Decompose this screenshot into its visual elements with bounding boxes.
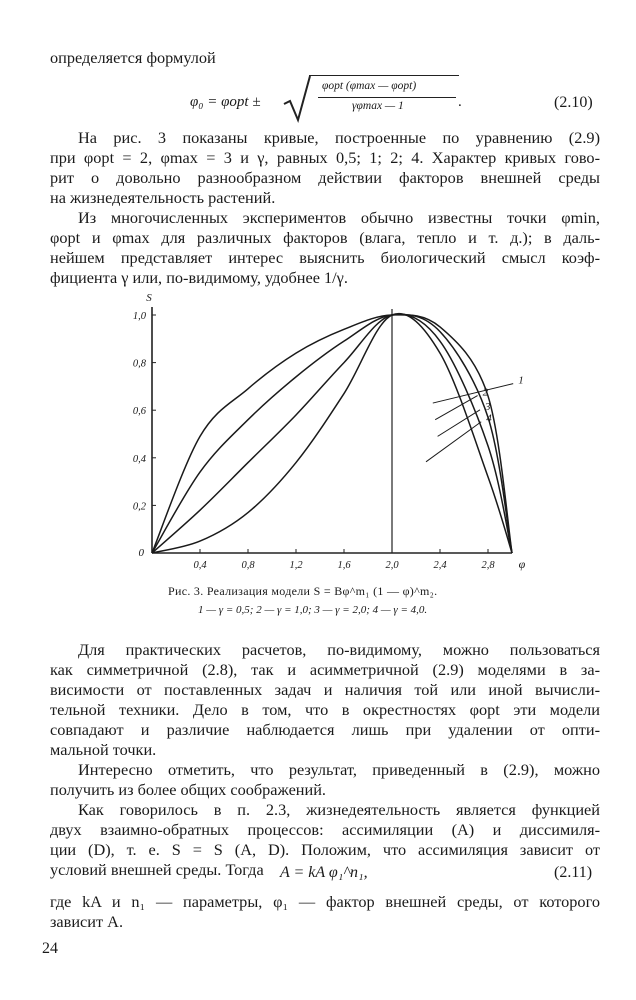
eq211-formula: A = kA φ₁^n₁, bbox=[280, 864, 368, 881]
para3-line: как симметричной (2.8), так и асимметричной (2.9) моделями в за- bbox=[50, 660, 600, 679]
series-leader-4 bbox=[426, 422, 481, 462]
figure-caption: Рис. 3. Реализация модели S = Bφ^m₁ (1 — φ)^m₂. bbox=[168, 584, 438, 598]
para3-line: мальной точки. bbox=[50, 740, 157, 759]
para5-line: Как говорилось в п. 2.3, жизнедеятельность является функцией bbox=[78, 800, 600, 819]
series-leader-1 bbox=[433, 384, 513, 403]
series-label-2: 2 bbox=[482, 386, 489, 399]
y-tick-label: 0,6 bbox=[132, 406, 146, 418]
x-tick-label: 1,2 bbox=[289, 560, 303, 571]
series-label-1: 1 bbox=[518, 374, 524, 387]
x-tick-label: 2,0 bbox=[385, 560, 399, 571]
y-tick-label: 0 bbox=[138, 547, 144, 559]
eq210-denominator: γφmax — 1 bbox=[352, 100, 404, 112]
series-leader-2 bbox=[435, 396, 477, 420]
y-tick-label: 0,4 bbox=[132, 453, 146, 465]
page-number: 24 bbox=[42, 940, 58, 957]
para1-line: На рис. 3 показаны кривые, построенные по уравнению (2.9) bbox=[78, 128, 600, 147]
y-tick-label: 0,8 bbox=[132, 358, 146, 370]
eq210-end: . bbox=[458, 94, 462, 110]
para4-line: Интересно отметить, что результат, приведенный в (2.9), можно bbox=[78, 760, 600, 779]
x-tick-label: 1,6 bbox=[337, 560, 351, 571]
series-curve-1 bbox=[152, 315, 512, 553]
eq210-lhs: φ₀ = φopt ± bbox=[190, 94, 261, 110]
para2-line: φopt и φmax для различных факторов (влага, тепло и т. д.); в даль- bbox=[50, 228, 600, 247]
series-leader-3 bbox=[438, 410, 480, 437]
eq211-number: (2.11) bbox=[554, 864, 593, 881]
y-axis-label: S bbox=[146, 292, 152, 304]
para5-line: условий внешней среды. Тогда bbox=[50, 860, 264, 879]
series-curve-2 bbox=[152, 314, 512, 553]
eq210-number: (2.10) bbox=[554, 94, 593, 111]
y-tick-label: 1,0 bbox=[132, 311, 146, 322]
para2-line: нейшем представляет интерес выяснить биологический смысл коэф- bbox=[50, 248, 600, 267]
para3-line: Для практических расчетов, по-видимому, можно пользоваться bbox=[78, 640, 600, 659]
x-tick-label: 0,4 bbox=[193, 560, 207, 571]
y-tick-label: 0,2 bbox=[132, 501, 146, 513]
para1-line: рит о довольно разнообразном действии факторов внешней среды bbox=[50, 168, 600, 187]
para2-line: фициента γ или, по-видимому, удобнее 1/γ. bbox=[50, 268, 348, 287]
intro-text: определяется формулой bbox=[50, 48, 216, 67]
para6-line: зависит A. bbox=[50, 912, 124, 931]
para4-line: получить из более общих соображений. bbox=[50, 780, 327, 799]
series-label-3: 3 bbox=[485, 400, 491, 413]
para5-line: ции (D), т. е. S = S (A, D). Положим, что ассимиляция зависит от bbox=[50, 840, 600, 859]
para3-line: висимости от поставленных задач и наличия той или иной вычисли- bbox=[50, 680, 600, 699]
series-label-4: 4 bbox=[486, 412, 492, 425]
para1-line: на жизнедеятельность растений. bbox=[50, 188, 276, 207]
para5-line: двух взаимно-обратных процессов: ассимиляции (A) и диссимиля- bbox=[50, 820, 600, 839]
x-tick-label: 0,8 bbox=[241, 560, 255, 571]
para3-line: тельной техники. Дело в том, что в окрестностях φopt эти модели bbox=[50, 700, 600, 719]
figure-legend: 1 — γ = 0,5; 2 — γ = 1,0; 3 — γ = 2,0; 4 — γ = 4,0. bbox=[198, 604, 428, 616]
eq210-numerator: φopt (φmax — φopt) bbox=[322, 80, 417, 92]
para3-line: совпадают и различие наблюдается лишь при удалении от опти- bbox=[50, 720, 600, 739]
para2-line: Из многочисленных экспериментов обычно известны точки φmin, bbox=[78, 208, 600, 227]
x-tick-label: 2,8 bbox=[481, 560, 495, 571]
para1-line: при φopt = 2, φmax = 3 и γ, равных 0,5; 1; 2; 4. Характер кривых гово- bbox=[50, 148, 600, 167]
x-axis-label: φ bbox=[518, 557, 526, 571]
x-tick-label: 2,4 bbox=[433, 560, 447, 571]
para6-line: где kA и n₁ — параметры, φ₁ — фактор внешней среды, от которого bbox=[50, 892, 600, 911]
